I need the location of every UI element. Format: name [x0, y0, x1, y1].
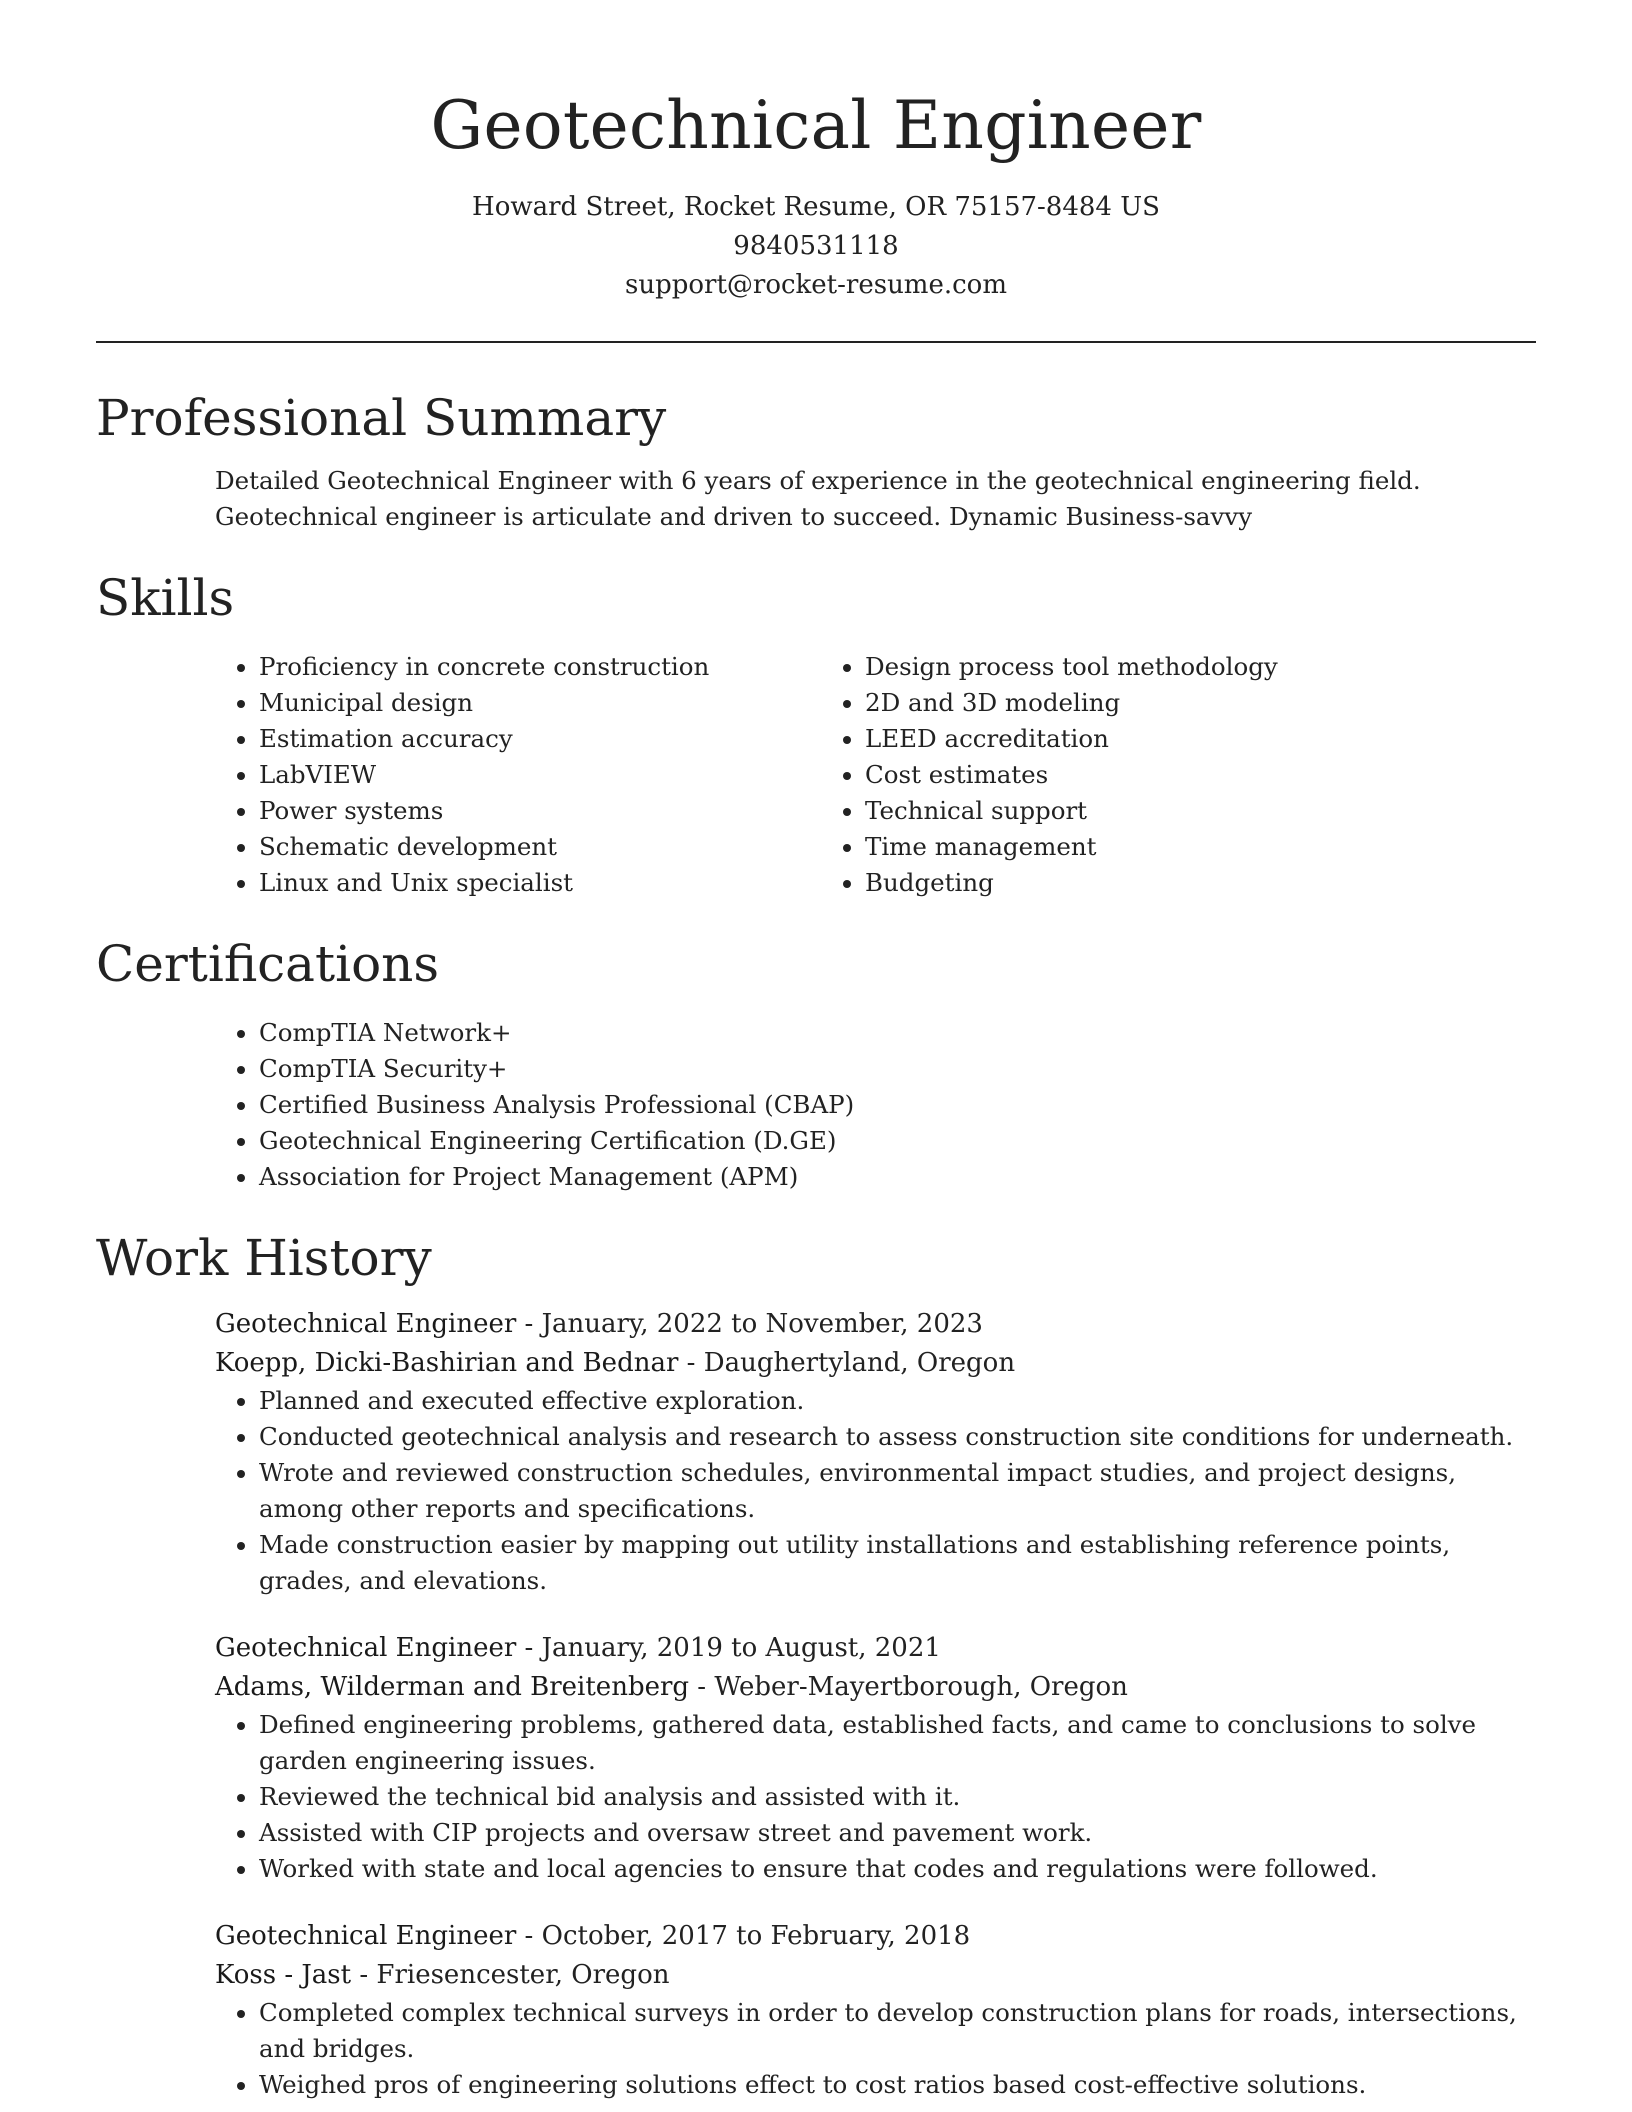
skill-item: • 2D and 3D modeling	[865, 685, 1427, 721]
job-dates: October, 2017 to February, 2018	[541, 1921, 971, 1951]
job-role: Geotechnical Engineer	[215, 1309, 517, 1339]
job-role: Geotechnical Engineer	[215, 1633, 517, 1663]
job-duty: • Completed complex technical surveys in order to develop construction plans for roads, intersections, and bridges.	[259, 1995, 1536, 2067]
job-company: Koss - Jast	[215, 1960, 352, 1990]
job-duties	[215, 1383, 1536, 1599]
job-title-line: Geotechnical Engineer - October, 2017 to February, 2018	[215, 1921, 971, 1951]
skill-item: • Proficiency in concrete construction	[259, 649, 821, 685]
job-duty: • Weighed pros of engineering solutions effect to cost ratios based cost-effective solutions.	[259, 2067, 1536, 2103]
certifications-list-wrapper	[215, 1015, 1536, 1195]
job-role: Geotechnical Engineer	[215, 1921, 517, 1951]
summary-text: Detailed Geotechnical Engineer with 6 years of experience in the geotechnical engineering field. Geotechnical engineer is articulate and driven to succeed. Dynamic Business-savvy	[215, 466, 1421, 531]
job-entry	[215, 1629, 1536, 1887]
certification-item: • CompTIA Security+	[259, 1051, 1536, 1087]
summary-heading: Professional Summary	[96, 389, 667, 447]
certification-item: • CompTIA Network+	[259, 1015, 1536, 1051]
job-duty: • Conducted geotechnical analysis and research to assess construction site conditions for underneath.	[259, 1419, 1536, 1455]
contact-address: Howard Street, Rocket Resume, OR 75157-8484 US	[472, 192, 1160, 222]
job-company-line: Koepp, Dicki-Bashirian and Bednar - Daughertyland, Oregon	[215, 1348, 1016, 1378]
job-duty: • Reviewed the technical bid analysis and assisted with it.	[259, 1779, 1536, 1815]
job-location: Weber-Mayertborough, Oregon	[714, 1672, 1128, 1702]
job-company-line: Koss - Jast - Friesencester, Oregon	[215, 1960, 670, 1990]
job-title-line: Geotechnical Engineer - January, 2022 to November, 2023	[215, 1309, 983, 1339]
skills-list-right	[821, 649, 1427, 901]
certification-item: • Association for Project Management (APM)	[259, 1159, 1536, 1195]
skill-item: • Schematic development	[259, 829, 821, 865]
job-company: Koepp, Dicki-Bashirian and Bednar	[215, 1348, 679, 1378]
job-duty: • Assisted with CIP projects and oversaw street and pavement work.	[259, 1815, 1536, 1851]
skill-item: • Time management	[865, 829, 1427, 865]
skills-heading: Skills	[96, 569, 235, 627]
job-duties	[215, 1995, 1536, 2103]
certifications-list	[215, 1015, 1536, 1195]
skill-item: • Budgeting	[865, 865, 1427, 901]
work-history-heading: Work History	[96, 1229, 432, 1287]
job-dates: January, 2019 to August, 2021	[541, 1633, 941, 1663]
job-duty: • Defined engineering problems, gathered data, established facts, and came to conclusions to solve garden engineering issues.	[259, 1707, 1536, 1779]
resume-header	[96, 0, 1536, 305]
job-location: Daughertyland, Oregon	[703, 1348, 1016, 1378]
certification-item: • Geotechnical Engineering Certification (D.GE)	[259, 1123, 1536, 1159]
skill-item: • Municipal design	[259, 685, 821, 721]
job-company: Adams, Wilderman and Breitenberg	[215, 1672, 690, 1702]
job-dates: January, 2022 to November, 2023	[541, 1309, 983, 1339]
skill-item: • Linux and Unix specialist	[259, 865, 821, 901]
certifications-heading: Certifications	[96, 935, 440, 993]
skill-item: • Design process tool methodology	[865, 649, 1427, 685]
skill-item: • LabVIEW	[259, 757, 821, 793]
contact-email: support@rocket-resume.com	[624, 270, 1007, 300]
header-divider	[96, 341, 1536, 343]
job-duties	[215, 1707, 1536, 1887]
resume-name: Geotechnical Engineer	[430, 87, 1202, 164]
skill-item: • Estimation accuracy	[259, 721, 821, 757]
contact-info	[96, 188, 1536, 305]
job-duty: • Worked with state and local agencies to ensure that codes and regulations were followed.	[259, 1851, 1536, 1887]
contact-phone: 9840531118	[733, 231, 899, 261]
skill-item: • Technical support	[865, 793, 1427, 829]
job-company-line: Adams, Wilderman and Breitenberg - Weber-Mayertborough, Oregon	[215, 1672, 1128, 1702]
skills-list-left	[215, 649, 821, 901]
skill-item: • Cost estimates	[865, 757, 1427, 793]
skill-item: • Power systems	[259, 793, 821, 829]
job-duty: • Planned and executed effective exploration.	[259, 1383, 1536, 1419]
job-duty: • Wrote and reviewed construction schedules, environmental impact studies, and project designs, among other reports and specifications.	[259, 1455, 1536, 1527]
job-entry	[215, 1305, 1536, 1599]
job-title-line: Geotechnical Engineer - January, 2019 to August, 2021	[215, 1633, 941, 1663]
job-duty: • Made construction easier by mapping out utility installations and establishing reference points, grades, and elevations.	[259, 1527, 1536, 1599]
skill-item: • LEED accreditation	[865, 721, 1427, 757]
skills-columns	[215, 649, 1536, 901]
certification-item: • Certified Business Analysis Professional (CBAP)	[259, 1087, 1536, 1123]
job-entry	[215, 1917, 1536, 2103]
job-location: Friesencester, Oregon	[376, 1960, 670, 1990]
